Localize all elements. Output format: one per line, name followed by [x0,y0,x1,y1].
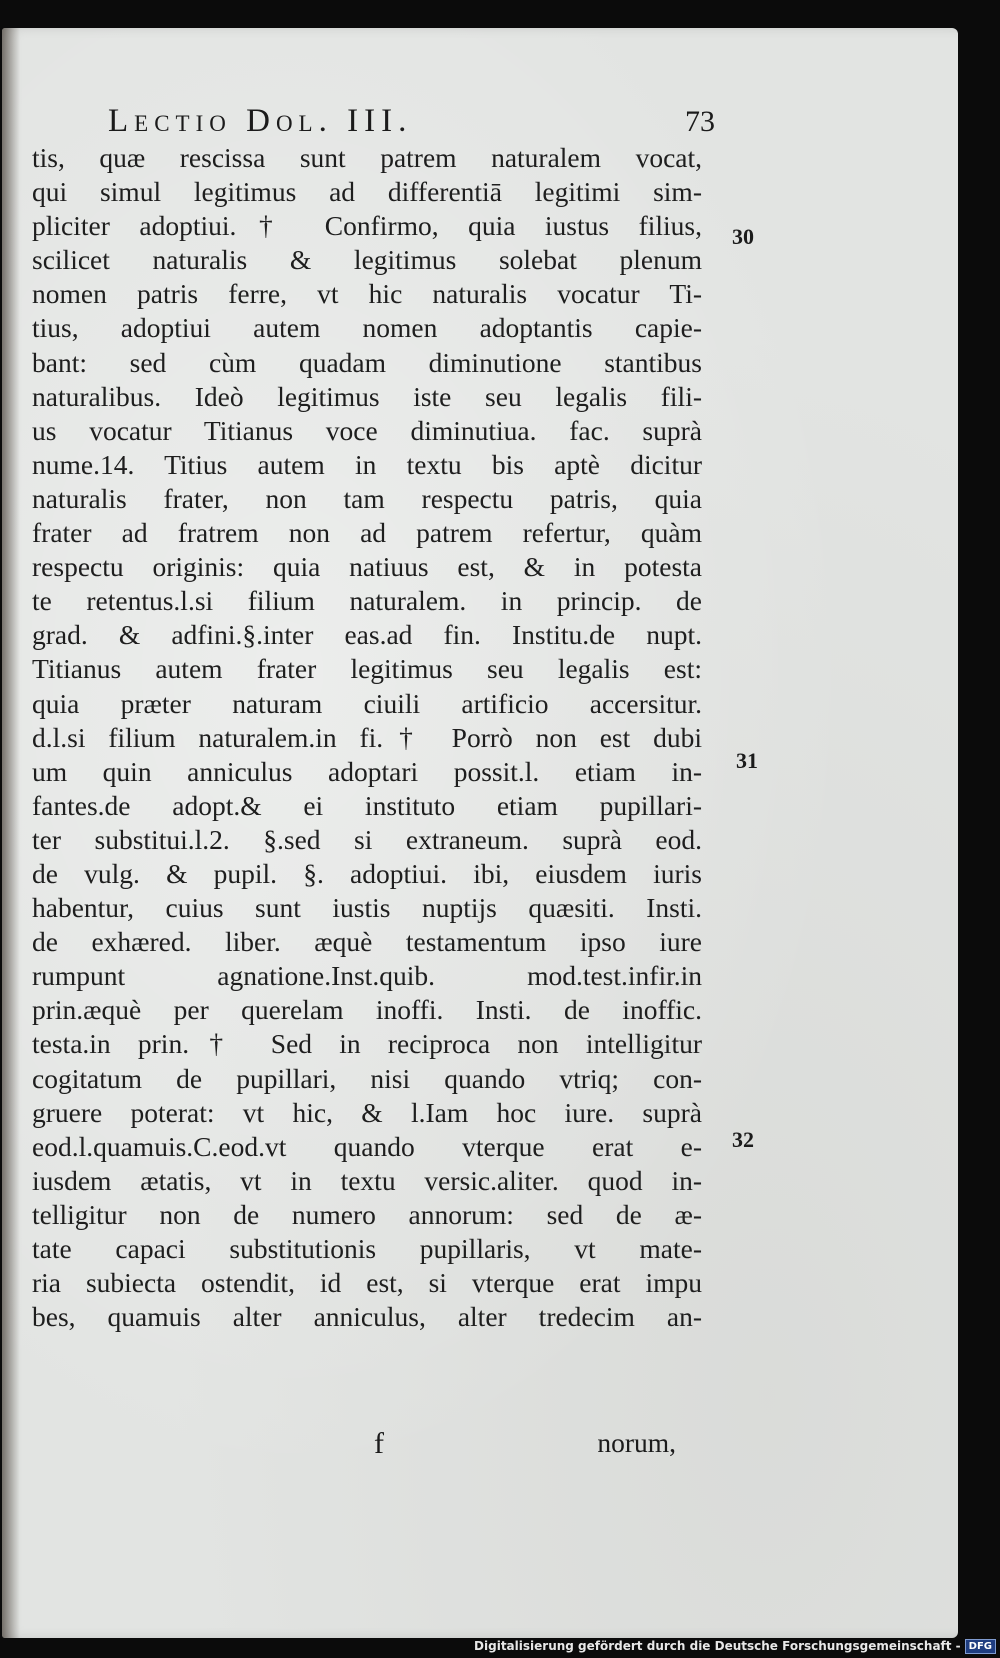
text-line: prin.æquè per querelam inoffi. Insti. de inoffic. [32,994,702,1026]
text-line: cogitatum de pupillari, nisi quando vtriq; con- [32,1062,702,1094]
text-line: bant: sed cùm quadam diminutione stantibus [32,346,702,378]
text-line: frater ad fratrem non ad patrem refertur, quàm [32,517,702,549]
text-line: naturalis frater, non tam respectu patris, quia [32,482,702,514]
book-page [2,28,958,1638]
text-line: quia præter naturam ciuili artificio accersitur. [32,687,702,719]
text-line: Titianus autem frater legitimus seu legalis est: [32,653,702,685]
running-head: Lectio Dol. III. [108,103,413,139]
catchword: norum, [597,1427,676,1458]
margin-note-30: 30 [732,224,754,249]
text-line: d.l.si filium naturalem.in fi.† Porrò non est dubi [32,721,702,753]
text-line: bes, quamuis alter anniculus, alter tredecim an- [32,1301,702,1333]
text-line: te retentus.l.si filium naturalem. in princip. de [32,585,702,617]
text-line: de vulg. & pupil. §. adoptiui. ibi, eiusdem iuris [32,857,702,889]
page-header [2,103,902,143]
text-line: respectu originis: quia natiuus est, & in potesta [32,551,702,583]
text-line: nume.14. Titius autem in textu bis aptè dicitur [32,448,702,480]
text-line: us vocatur Titianus voce diminutiua. fac. suprà [32,414,702,446]
text-line: testa.in prin.† Sed in reciproca non intelligitur [32,1028,702,1060]
text-line: iusdem ætatis, vt in textu versic.aliter. quod in- [32,1164,702,1196]
text-line: pliciter adoptiui.† Confirmo, quia iustus filius, [32,210,702,242]
text-line: um quin anniculus adoptari possit.l. etiam in- [32,755,702,787]
page-gutter-shadow [2,28,20,1638]
text-line: ria subiecta ostendit, id est, si vterque erat impu [32,1267,702,1299]
body-text [32,141,702,1334]
text-line: de exhæred. liber. æquè testamentum ipso iure [32,926,702,958]
text-line: gruere poterat: vt hic, & l.Iam hoc iure. suprà [32,1096,702,1128]
text-line: grad. & adfini.§.inter eas.ad fin. Institu.de nupt. [32,619,702,651]
dfg-credit-text: Digitalisierung gefördert durch die Deutsche Forschungsgemeinschaft - [474,1639,961,1653]
text-line: nomen patris ferre, vt hic naturalis vocatur Ti- [32,278,702,310]
dfg-logo-icon: DFG [965,1639,996,1654]
text-line: ter substitui.l.2. §.sed si extraneum. suprà eod. [32,823,702,855]
text-line: naturalibus. Ideò legitimus iste seu legalis fili- [32,380,702,412]
text-line: scilicet naturalis & legitimus solebat plenum [32,244,702,276]
margin-note-31: 31 [736,748,758,773]
text-line: qui simul legitimus ad differentiā legitimi sim- [32,176,702,208]
text-line: eod.l.quamuis.C.eod.vt quando vterque erat e- [32,1130,702,1162]
text-line: tis, quæ rescissa sunt patrem naturalem vocat, [32,142,702,173]
page-number: 73 [685,105,715,138]
text-line: habentur, cuius sunt iustis nuptijs quæsiti. Insti. [32,892,702,924]
dfg-credit-footer [474,1636,996,1656]
text-line: tate capaci substitutionis pupillaris, vt mate- [32,1233,702,1264]
text-line: rumpunt agnatione.Inst.quib. mod.test.infir.in [32,960,702,992]
text-line: fantes.de adopt.& ei instituto etiam pupillari- [32,789,702,821]
signature-mark: f [374,1427,384,1460]
text-line: telligitur non de numero annorum: sed de æ- [32,1198,702,1230]
text-line: tius, adoptiui autem nomen adoptantis capie- [32,312,702,344]
margin-note-32: 32 [732,1127,754,1152]
